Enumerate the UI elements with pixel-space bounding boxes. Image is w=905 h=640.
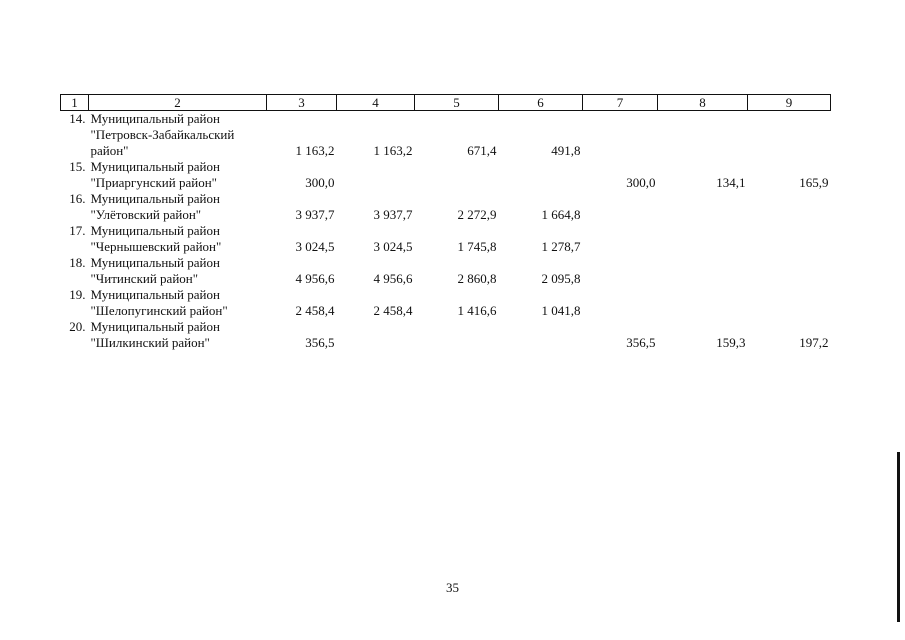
value-cell: 4 956,6: [373, 271, 413, 286]
data-table: [60, 94, 831, 351]
header-cell: 7: [583, 95, 658, 111]
value-cell: [415, 319, 499, 351]
value-cell: 2 095,8: [541, 271, 581, 286]
value-cell: 2 860,8: [457, 271, 497, 286]
district-name: Муниципальный район "Петровск-Забайкальский район": [90, 111, 235, 158]
value-cell: 491,8: [551, 143, 581, 158]
district-name: Муниципальный район "Приаргунский район": [90, 159, 220, 190]
scan-edge-line: [897, 452, 900, 622]
value-cell: 3 024,5: [295, 239, 335, 254]
table-row: [61, 319, 831, 351]
page-number: 35: [446, 580, 459, 595]
district-name: Муниципальный район "Шелопугинский район": [90, 287, 228, 318]
value-cell: [583, 287, 658, 319]
header-cell: 6: [499, 95, 583, 111]
district-name: Муниципальный район "Шилкинский район": [90, 319, 220, 350]
row-number: 18.: [69, 255, 86, 270]
value-cell: [583, 191, 658, 223]
table-row: [61, 111, 831, 160]
value-cell: 356,5: [626, 335, 656, 350]
value-cell: 2 458,4: [295, 303, 335, 318]
value-cell: 2 458,4: [373, 303, 413, 318]
header-cell: 5: [415, 95, 499, 111]
header-cell: 9: [748, 95, 831, 111]
row-number: 16.: [69, 191, 86, 206]
value-cell: 3 937,7: [373, 207, 413, 222]
value-cell: [748, 255, 831, 287]
value-cell: [499, 319, 583, 351]
value-cell: 1 416,6: [457, 303, 497, 318]
value-cell: [748, 191, 831, 223]
value-cell: 2 272,9: [457, 207, 497, 222]
table-row: [61, 255, 831, 287]
value-cell: 134,1: [716, 175, 746, 190]
table-row: [61, 287, 831, 319]
header-cell: 1: [61, 95, 89, 111]
district-name: Муниципальный район "Читинский район": [90, 255, 220, 286]
value-cell: 3 937,7: [295, 207, 335, 222]
value-cell: 356,5: [305, 335, 335, 350]
row-number: 14.: [69, 111, 86, 126]
value-cell: [583, 255, 658, 287]
value-cell: 1 041,8: [541, 303, 581, 318]
table-row: [61, 223, 831, 255]
header-cell: 8: [658, 95, 748, 111]
value-cell: [748, 223, 831, 255]
value-cell: 3 024,5: [373, 239, 413, 254]
value-cell: 4 956,6: [295, 271, 335, 286]
value-cell: 300,0: [305, 175, 335, 190]
value-cell: 1 745,8: [457, 239, 497, 254]
value-cell: 159,3: [716, 335, 746, 350]
value-cell: 1 163,2: [295, 143, 335, 158]
value-cell: [337, 319, 415, 351]
value-cell: [499, 159, 583, 191]
value-cell: 671,4: [467, 143, 497, 158]
value-cell: 197,2: [799, 335, 829, 350]
header-cell: 2: [89, 95, 267, 111]
value-cell: 165,9: [799, 175, 829, 190]
header-cell: 3: [267, 95, 337, 111]
value-cell: 1 278,7: [541, 239, 581, 254]
value-cell: [658, 191, 748, 223]
row-number: 15.: [69, 159, 86, 174]
value-cell: [583, 223, 658, 255]
value-cell: 300,0: [626, 175, 656, 190]
header-row: [61, 95, 831, 111]
header-cell: 4: [337, 95, 415, 111]
value-cell: [658, 111, 748, 160]
district-name: Муниципальный район "Чернышевский район": [90, 223, 222, 254]
value-cell: [748, 287, 831, 319]
row-number: 19.: [69, 287, 86, 302]
value-cell: [748, 111, 831, 160]
table-row: [61, 191, 831, 223]
value-cell: [415, 159, 499, 191]
value-cell: [583, 111, 658, 160]
district-name: Муниципальный район "Улётовский район": [90, 191, 220, 222]
value-cell: [658, 223, 748, 255]
value-cell: 1 163,2: [373, 143, 413, 158]
value-cell: [337, 159, 415, 191]
value-cell: [658, 255, 748, 287]
value-cell: [658, 287, 748, 319]
table-row: [61, 159, 831, 191]
row-number: 20.: [69, 319, 86, 334]
row-number: 17.: [69, 223, 86, 238]
value-cell: 1 664,8: [541, 207, 581, 222]
